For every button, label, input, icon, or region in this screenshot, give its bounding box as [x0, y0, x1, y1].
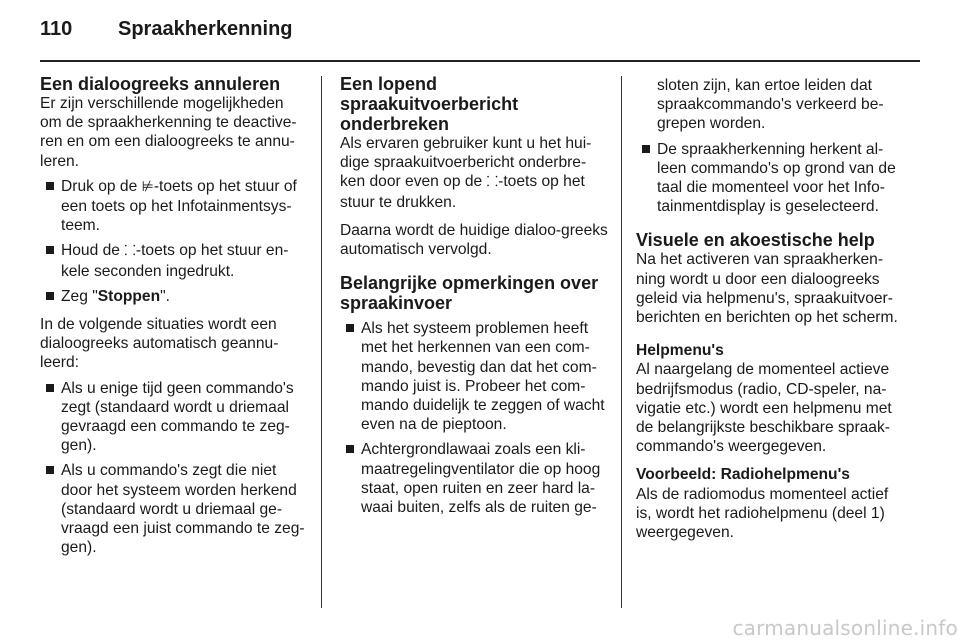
- column-3: [636, 76, 904, 542]
- page-header: [40, 10, 920, 62]
- bullet-square-icon: [346, 324, 354, 332]
- auto-cancel-list: [40, 379, 305, 558]
- list-item: Achtergrondlawaai zoals een kli-maatregelingventilator die op hoog staat, open ruiten en zeer hard la-waai buiten, zelfs als de ruiten ge-: [340, 440, 608, 517]
- column-divider: [321, 76, 322, 608]
- voice-key-icon: ⸬: [486, 174, 499, 191]
- column-1: [40, 74, 305, 557]
- radio-example-paragraph: Als de radiomodus momenteel actief is, wordt het radiohelpmenu (deel 1) weergegeven.: [636, 485, 889, 542]
- help-paragraph: Na het activeren van spraakherken-ning wordt u door een dialoogreeks geleid via helpmenu's, spraakuitvoer-berichten en berichten op het scherm.: [636, 251, 898, 327]
- continued-text: sloten zijn, kan ertoe leiden dat spraakcommando's verkeerd be-grepen worden.: [657, 77, 884, 133]
- resume-paragraph: Daarna wordt de huidige dialoo-greeks automatisch vervolgd.: [340, 221, 608, 259]
- section-heading-interrupt: Een lopend spraakuitvoerbericht onderbreken: [340, 74, 519, 134]
- list-item: Houd de ⸬-toets op het stuur en-kele seconden ingedrukt.: [40, 241, 305, 280]
- list-item: Als het systeem problemen heeft met het herkennen van een com-mando, bevestig dan dat het com-mando juist is. Probeer het com-mando duidelijk te zeggen of wacht even na de pieptoon.: [340, 319, 608, 434]
- watermark: carmanualsonline.info: [732, 616, 958, 640]
- hang-up-key-icon: ⊭: [141, 178, 154, 195]
- auto-cancel-paragraph: In de volgende situaties wordt een dialoogreeks automatisch geannu-leerd:: [40, 316, 279, 372]
- bullet-square-icon: [642, 145, 650, 153]
- bullet-square-icon: [46, 384, 54, 392]
- interrupt-paragraph: Als ervaren gebruiker kunt u het hui-dige spraakuitvoerbericht onderbre-ken door even op de ⸬-toets op het stuur te drukken.: [340, 135, 592, 211]
- list-item: Zeg "Stoppen".: [40, 287, 305, 306]
- running-title: Spraakherkenning: [118, 18, 293, 40]
- bullet-square-icon: [46, 182, 54, 190]
- help-menus-paragraph: Al naargelang de momenteel actieve bedrijfsmodus (radio, CD-speler, na-vigatie etc.) wordt een helpmenu met de belangrijkste beschikbare spraak-commando's weergegeven.: [636, 361, 892, 456]
- list-item: Als u enige tijd geen commando's zegt (standaard wordt u driemaal gevraagd een commando te zeg-gen).: [40, 379, 305, 456]
- voice-key-icon: ⸬: [124, 243, 136, 260]
- bullet-square-icon: [46, 466, 54, 474]
- column-divider: [621, 76, 622, 608]
- page-number: 110: [40, 18, 73, 40]
- bullet-square-icon: [346, 445, 354, 453]
- bullet-square-icon: [46, 292, 54, 300]
- section-heading-notes: Belangrijke opmerkingen over spraakinvoer: [340, 273, 599, 314]
- list-item: Druk op de ⊭-toets op het stuur of een toets op het Infotainmentsys-teem.: [40, 177, 305, 236]
- language-note-list: [636, 140, 904, 217]
- section-heading-help: Visuele en akoestische help: [636, 230, 875, 251]
- intro-paragraph: Er zijn verschillende mogelijkheden om de spraakherkenning te deactive-ren en om een dialoogreeks te annu-leren.: [40, 95, 297, 170]
- subheading-help-menus: Helpmenu's: [636, 342, 724, 360]
- section-heading-cancel-dialog: Een dialoogreeks annuleren: [40, 74, 281, 94]
- column-2: [340, 74, 608, 517]
- subheading-radio-example: Voorbeeld: Radiohelpmenu's: [636, 466, 850, 484]
- notes-list: [340, 319, 608, 517]
- list-item: Als u commando's zegt die niet door het systeem worden herkend (standaard wordt u driemaal ge-vraagd een juist commando te zeg-gen).: [40, 461, 305, 557]
- list-item: De spraakherkenning herkent al-leen commando's op grond van de taal die momenteel voor het Info-tainmentdisplay is geselecteerd.: [636, 140, 904, 217]
- cancel-methods-list: [40, 177, 305, 306]
- bullet-square-icon: [46, 246, 54, 254]
